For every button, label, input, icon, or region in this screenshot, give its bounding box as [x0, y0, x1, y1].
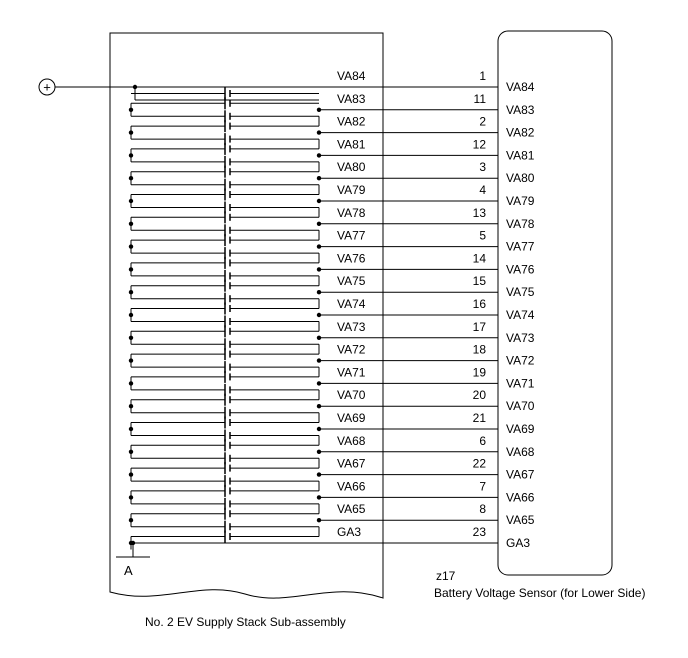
cell-icon: [131, 234, 319, 246]
stack-title: No. 2 EV Supply Stack Sub-assembly: [145, 615, 346, 629]
pin-number: 3: [479, 160, 486, 175]
junction-dot: [317, 153, 321, 157]
sensor-pin-label: VA81: [506, 148, 535, 163]
pin-number: 14: [472, 251, 486, 266]
sensor-pin-label: VA73: [506, 330, 535, 345]
junction-dot: [129, 153, 133, 157]
junction-dot: [129, 244, 133, 248]
junction-dot: [317, 244, 321, 248]
sensor-pin-label: VA70: [506, 399, 535, 414]
sensor-pin-label: VA71: [506, 376, 535, 391]
cell-icon: [131, 280, 319, 292]
junction-dot: [129, 472, 133, 476]
junction-dot: [317, 108, 321, 112]
stack-terminal-label: VA76: [337, 251, 366, 266]
pin-number: 6: [479, 433, 486, 448]
junction-dot: [129, 427, 133, 431]
pin-number: 23: [472, 525, 486, 539]
pin-number: 1: [479, 69, 486, 83]
sensor-pin-label: VA75: [506, 285, 535, 300]
junction-dot: [317, 404, 321, 408]
stack-terminal-label: VA74: [337, 297, 366, 311]
junction-dot: [317, 358, 321, 362]
stack-terminal-label: VA68: [337, 433, 366, 448]
sensor-pin-label: VA69: [506, 422, 535, 436]
sensor-pin-label: GA3: [506, 536, 531, 550]
plus-symbol: +: [43, 79, 51, 95]
junction-dot: [129, 130, 133, 134]
cell-icon: [131, 371, 319, 383]
stack-terminal-label: VA72: [337, 342, 366, 357]
sensor-pin-label: VA77: [506, 239, 535, 254]
cell-icon: [131, 325, 319, 337]
junction-dot: [129, 495, 133, 499]
sensor-pin-label: VA76: [506, 262, 535, 277]
stack-terminal-label: VA80: [337, 160, 366, 175]
cell-icon: [131, 189, 319, 201]
junction-dot: [129, 108, 133, 112]
stack-terminal-label: VA77: [337, 228, 366, 243]
cell-icon: [131, 143, 319, 155]
cell-icon: [131, 166, 319, 178]
labels-group: [337, 69, 535, 550]
stack-terminal-label: VA69: [337, 411, 366, 425]
sensor-pin-label: VA83: [506, 102, 535, 117]
sensor-pin-label: VA79: [506, 194, 535, 208]
sensor-pin-label: VA82: [506, 125, 535, 140]
cell-icon: [131, 303, 319, 315]
cell-icon: [131, 485, 319, 497]
junction-dot: [129, 381, 133, 385]
stack-terminal-label: VA82: [337, 114, 366, 129]
stack-terminal-label: VA66: [337, 479, 366, 494]
pin-number: 2: [479, 114, 486, 129]
junction-dot: [129, 404, 133, 408]
cell-icon: [131, 417, 319, 429]
stack-terminal-label: VA84: [337, 69, 366, 83]
junction-dot: [129, 222, 133, 226]
stack-terminal-label: VA73: [337, 319, 366, 334]
pin-number: 13: [472, 205, 486, 220]
junction-dot: [317, 313, 321, 317]
junction-dot: [129, 176, 133, 180]
stack-terminal-label: VA75: [337, 274, 366, 289]
junction-dot: [129, 450, 133, 454]
junction-dot: [317, 518, 321, 522]
sensor-pin-label: VA78: [506, 216, 535, 231]
junction-dot: [129, 267, 133, 271]
pin-number: 8: [479, 502, 486, 517]
stack-terminal-label: VA71: [337, 365, 366, 380]
pin-number: 18: [472, 342, 486, 357]
pin-number: 22: [472, 456, 486, 471]
cell-icon: [131, 462, 319, 474]
sensor-pin-label: VA84: [506, 80, 535, 94]
pin-number: 15: [472, 274, 486, 289]
junction-dot: [317, 176, 321, 180]
junction-dot: [317, 222, 321, 226]
stack-terminal-label: GA3: [337, 525, 362, 539]
pin-number: 21: [472, 411, 486, 425]
pin-number: 20: [472, 388, 486, 403]
sensor-pin-label: VA74: [506, 308, 535, 322]
stack-terminal-label: VA70: [337, 388, 366, 403]
pin-number: 19: [472, 365, 486, 380]
stack-terminal-label: VA79: [337, 183, 366, 197]
cell-icon: [131, 508, 319, 520]
junction-dot: [317, 381, 321, 385]
cell-icon: [131, 439, 319, 451]
stack-terminal-label: VA81: [337, 137, 366, 152]
sensor-pin-label: VA66: [506, 490, 535, 505]
pin-number: 11: [473, 91, 486, 106]
junction-dot: [129, 336, 133, 340]
stack-terminal-label: VA67: [337, 456, 366, 471]
cell-icon: [131, 348, 319, 360]
cell-icon: [131, 257, 319, 269]
sensor-pin-label: VA67: [506, 467, 535, 482]
sensor-pin-label: VA80: [506, 171, 535, 186]
cell-icon: [131, 211, 319, 223]
stack-terminal-label: VA65: [337, 502, 366, 517]
cell-icon: [131, 531, 319, 543]
junction-dot: [129, 199, 133, 203]
junction-dot: [317, 472, 321, 476]
junction-dot: [317, 290, 321, 294]
junction-dot: [317, 427, 321, 431]
junction-dot: [129, 290, 133, 294]
stack-terminal-label: VA78: [337, 205, 366, 220]
wires-group: [55, 85, 498, 557]
junction-dot: [317, 130, 321, 134]
ground-label: A: [124, 563, 133, 578]
pin-number: 7: [479, 479, 486, 494]
stack-terminal-label: VA83: [337, 91, 366, 106]
junction-dot: [129, 518, 133, 522]
pin-number: 5: [479, 228, 486, 243]
pin-number: 16: [472, 297, 486, 311]
junction-dot: [317, 495, 321, 499]
sensor-connector-code: z17: [436, 569, 456, 583]
pin-number: 17: [472, 319, 486, 334]
sensor-pin-label: VA65: [506, 513, 535, 528]
sensor-pin-label: VA68: [506, 444, 535, 459]
junction-dot: [317, 336, 321, 340]
pin-number: 12: [472, 137, 486, 152]
junction-dot: [131, 541, 135, 545]
pin-number: 4: [479, 183, 486, 197]
sensor-pin-label: VA72: [506, 353, 535, 368]
junction-dot: [317, 199, 321, 203]
junction-dot: [129, 358, 133, 362]
cell-icon: [131, 120, 319, 132]
cell-icon: [131, 394, 319, 406]
junction-dot: [317, 450, 321, 454]
cell-icon: [131, 97, 319, 109]
sensor-name: Battery Voltage Sensor (for Lower Side): [434, 586, 646, 600]
junction-dot: [129, 313, 133, 317]
junction-dot: [317, 267, 321, 271]
